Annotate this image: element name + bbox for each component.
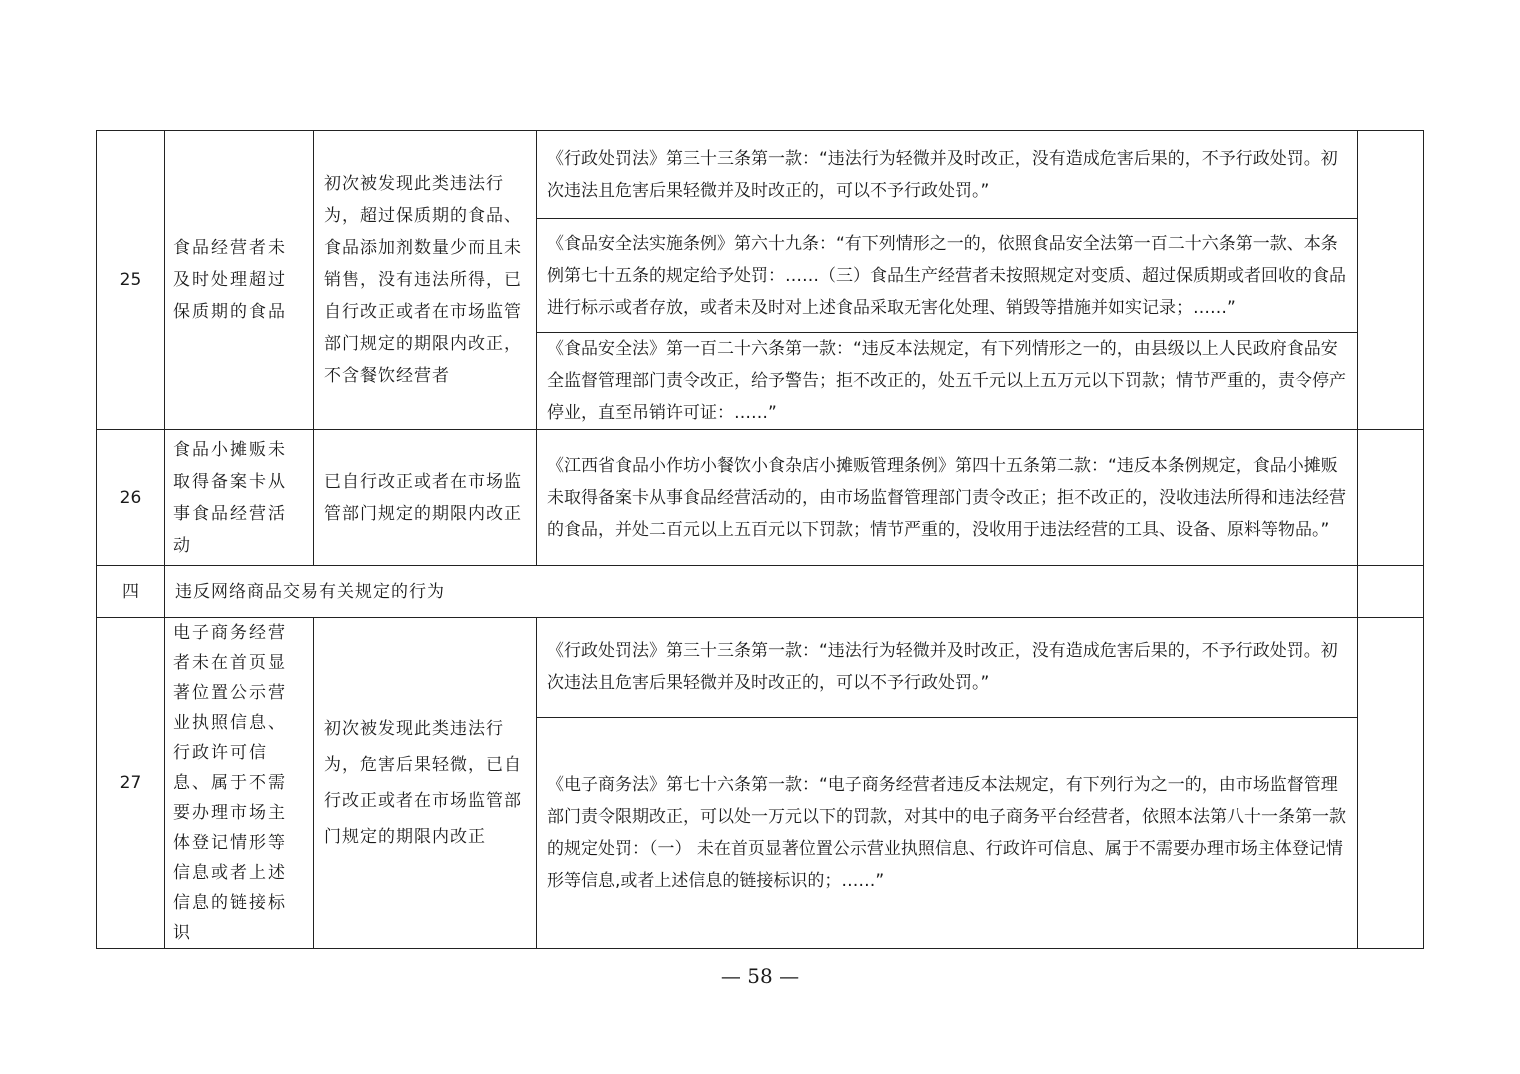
row-number: 27 [97, 618, 165, 949]
legal-basis: 《行政处罚法》第三十三条第一款：“违法行为轻微并及时改正，没有造成危害后果的，不予行政处罚。初次违法且危害后果轻微并及时改正的，可以不予行政处罚。” [537, 618, 1358, 718]
remarks-cell [1358, 566, 1424, 618]
legal-basis: 《江西省食品小作坊小餐饮小食杂店小摊贩管理条例》第四十五条第二款：“违反本条例规定，食品小摊贩未取得备案卡从事食品经营活动的，由市场监督管理部门责令改正；拒不改正的，没收违法所得和违法经营的食品，并处二百元以上五百元以下罚款；情节严重的，没收用于违法经营的工具、设备、原料等物品。” [537, 430, 1358, 566]
violation-item: 食品小摊贩未取得备案卡从事食品经营活动 [165, 430, 314, 566]
row-number: 26 [97, 430, 165, 566]
regulation-table [96, 130, 1424, 949]
table-row-25 [97, 131, 1424, 219]
section-row [97, 566, 1424, 618]
row-number: 25 [97, 131, 165, 430]
exemption-condition: 已自行改正或者在市场监管部门规定的期限内改正 [314, 430, 537, 566]
legal-basis: 《食品安全法实施条例》第六十九条：“有下列情形之一的，依照食品安全法第一百二十六条第一款、本条例第七十五条的规定给予处罚：……（三）食品生产经营者未按照规定对变质、超过保质期或者回收的食品进行标示或者存放，或者未及时对上述食品采取无害化处理、销毁等措施并如实记录；……” [537, 219, 1358, 333]
violation-item: 食品经营者未及时处理超过保质期的食品 [165, 131, 314, 430]
page-number: — 58 — [720, 964, 800, 988]
section-title: 违反网络商品交易有关规定的行为 [165, 566, 1358, 618]
table-row-26 [97, 430, 1424, 566]
remarks-cell [1358, 618, 1424, 949]
remarks-cell [1358, 131, 1424, 430]
section-number: 四 [97, 566, 165, 618]
legal-basis: 《电子商务法》第七十六条第一款：“电子商务经营者违反本法规定，有下列行为之一的，由市场监督管理部门责令限期改正，可以处一万元以下的罚款，对其中的电子商务平台经营者，依照本法第八十一条第一款的规定处罚：（一） 未在首页显著位置公示营业执照信息、行政许可信息、属于不需要办理市场主体登记情形等信息,或者上述信息的链接标识的；……” [537, 717, 1358, 948]
legal-basis: 《食品安全法》第一百二十六条第一款：“违反本法规定，有下列情形之一的，由县级以上人民政府食品安全监督管理部门责令改正，给予警告；拒不改正的，处五千元以上五万元以下罚款；情节严重的，责令停产停业，直至吊销许可证：……” [537, 333, 1358, 430]
legal-basis: 《行政处罚法》第三十三条第一款：“违法行为轻微并及时改正，没有造成危害后果的，不予行政处罚。初次违法且危害后果轻微并及时改正的，可以不予行政处罚。” [537, 131, 1358, 219]
table-row-27 [97, 618, 1424, 718]
exemption-condition: 初次被发现此类违法行为，超过保质期的食品、食品添加剂数量少而且未销售，没有违法所得，已自行改正或者在市场监管部门规定的期限内改正，不含餐饮经营者 [314, 131, 537, 430]
remarks-cell [1358, 430, 1424, 566]
violation-item: 电子商务经营者未在首页显著位置公示营业执照信息、行政许可信息、属于不需要办理市场主体登记情形等信息或者上述信息的链接标识 [165, 618, 314, 949]
exemption-condition: 初次被发现此类违法行为，危害后果轻微，已自行改正或者在市场监管部门规定的期限内改正 [314, 618, 537, 949]
